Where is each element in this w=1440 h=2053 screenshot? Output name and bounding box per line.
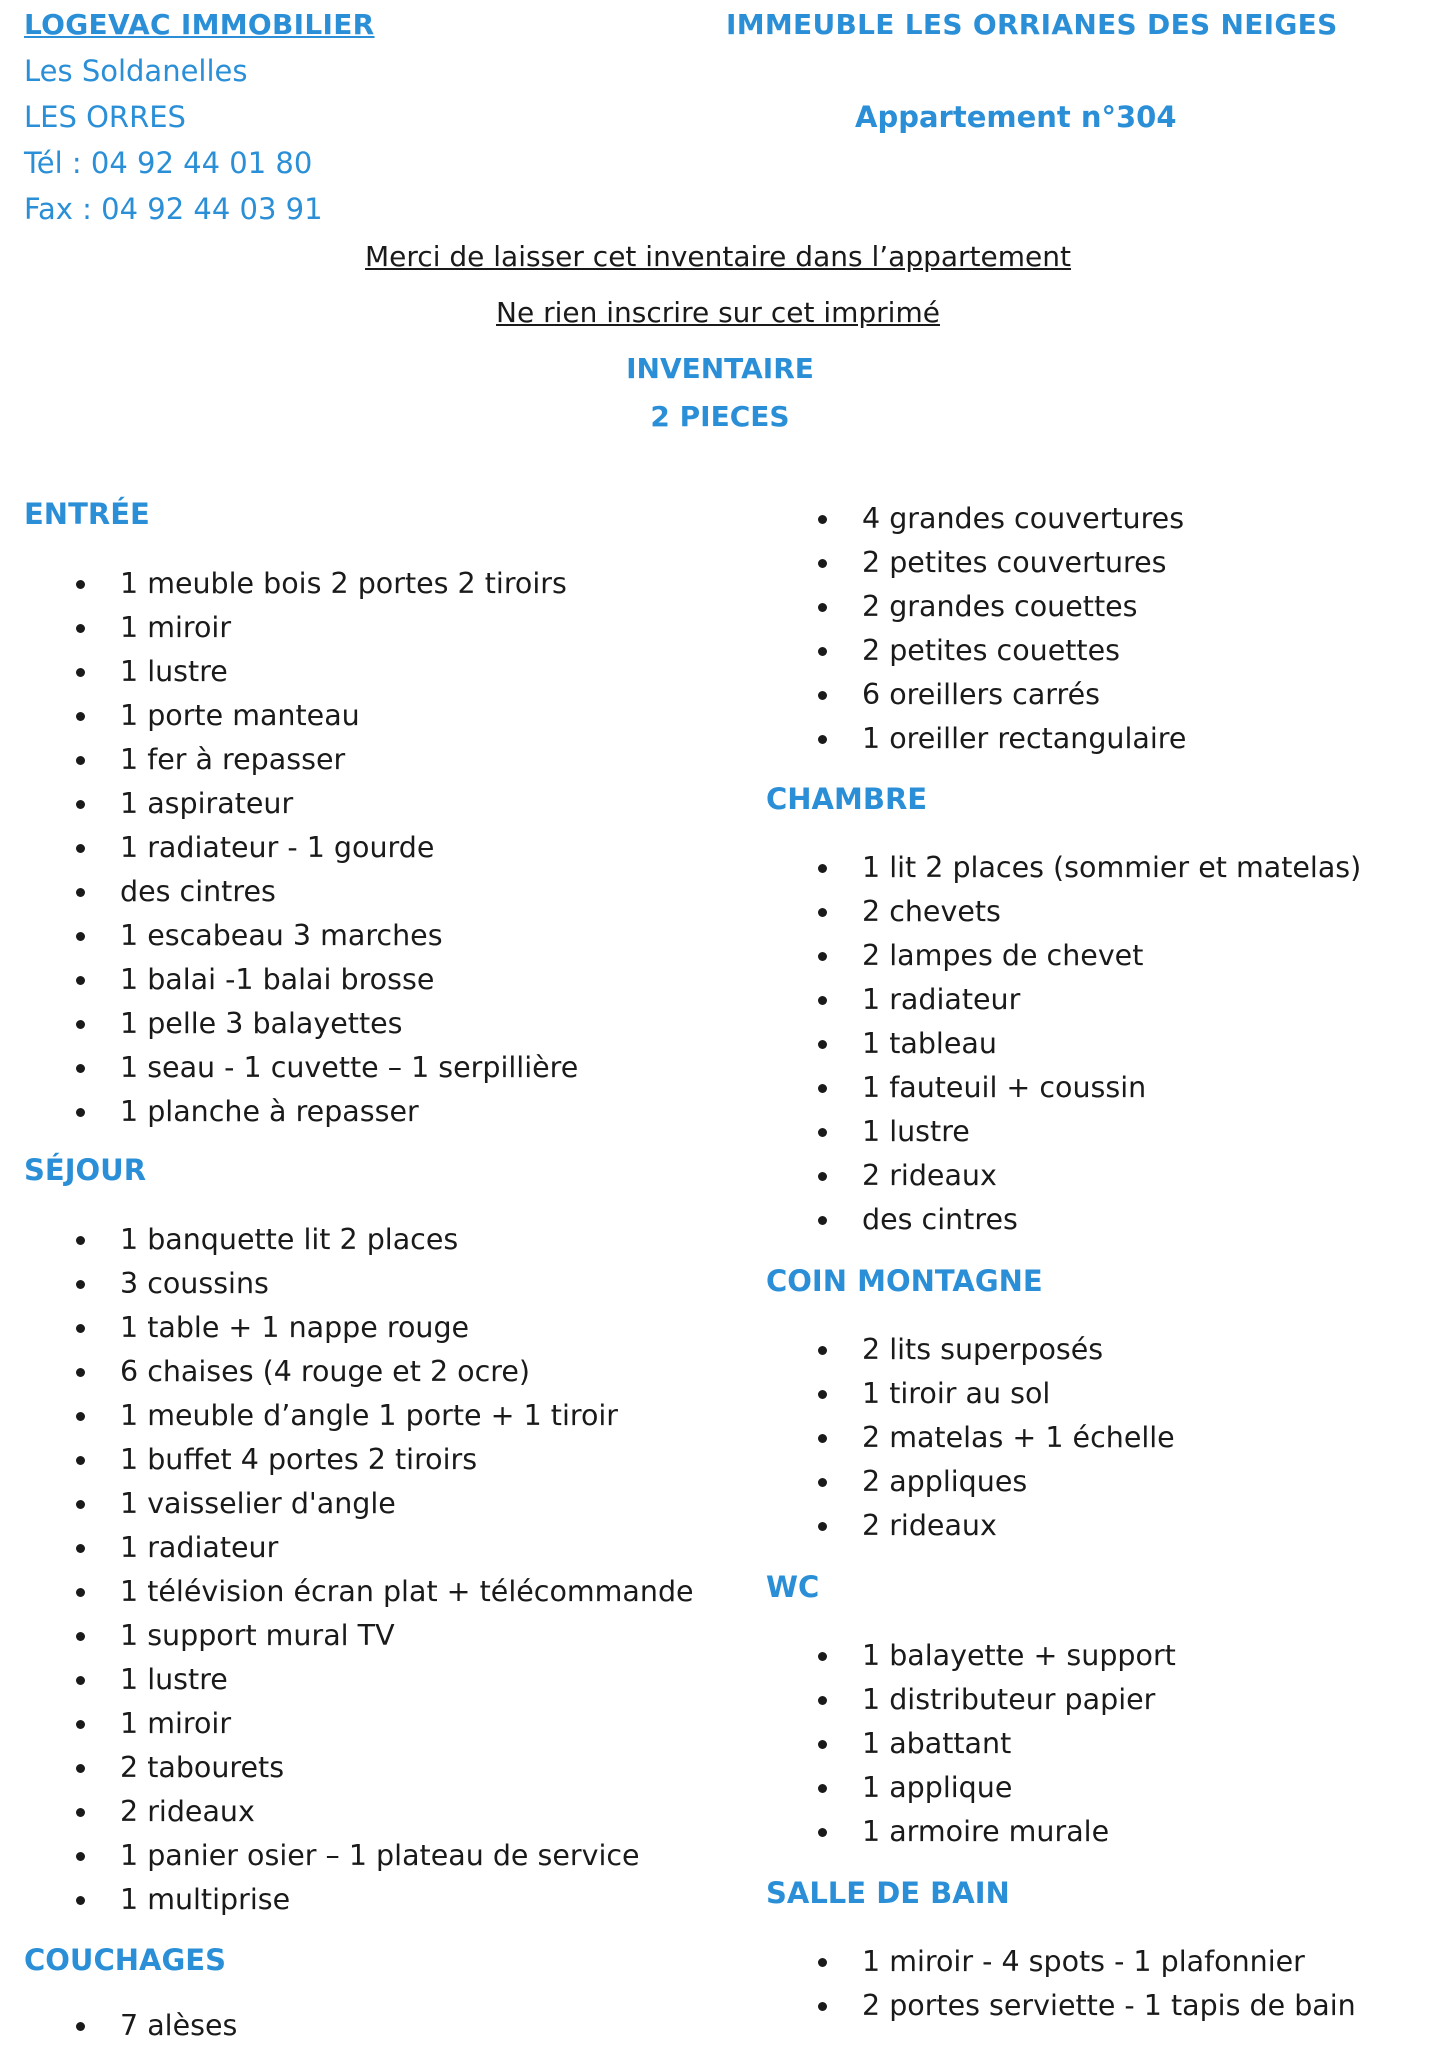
list-couchages — [24, 2004, 237, 2048]
list-item: 2 petites couettes — [766, 629, 1186, 673]
inventory-title: INVENTAIRE — [626, 352, 814, 385]
list-item: 1 radiateur — [766, 978, 1361, 1022]
bullet-icon — [76, 1108, 85, 1117]
bullet-icon — [818, 1390, 827, 1399]
phone-number: Tél : 04 92 44 01 80 — [24, 146, 313, 180]
bullet-icon — [818, 1696, 827, 1705]
bullet-icon — [76, 1676, 85, 1685]
list-item: 1 miroir — [24, 1702, 694, 1746]
bullet-icon — [818, 1346, 827, 1355]
list-item: des cintres — [24, 870, 578, 914]
bullet-icon — [76, 800, 85, 809]
section-title-wc: WC — [766, 1570, 820, 1604]
list-item: 1 pelle 3 balayettes — [24, 1002, 578, 1046]
bullet-icon — [76, 1764, 85, 1773]
bullet-icon — [76, 1896, 85, 1905]
list-item: 1 meuble bois 2 portes 2 tiroirs — [24, 562, 578, 606]
list-item: 1 buffet 4 portes 2 tiroirs — [24, 1438, 694, 1482]
bullet-icon — [76, 1324, 85, 1333]
list-item: 1 lustre — [766, 1110, 1361, 1154]
notice-leave-inventory: Merci de laisser cet inventaire dans l’appartement — [365, 240, 1071, 273]
list-item: 1 fer à repasser — [24, 738, 578, 782]
list-sejour — [24, 1218, 694, 1922]
section-title-coin-montagne: COIN MONTAGNE — [766, 1264, 1043, 1298]
bullet-icon — [818, 1172, 827, 1181]
list-wc — [766, 1634, 1176, 1854]
section-title-couchages: COUCHAGES — [24, 1943, 226, 1977]
bullet-icon — [818, 735, 827, 744]
list-couchages-continued — [766, 497, 1186, 761]
bullet-icon — [76, 1720, 85, 1729]
list-item: 1 vaisselier d'angle — [24, 1482, 694, 1526]
bullet-icon — [76, 580, 85, 589]
bullet-icon — [76, 1500, 85, 1509]
address-line-residence: Les Soldanelles — [24, 54, 248, 88]
bullet-icon — [818, 952, 827, 961]
list-item: 1 fauteuil + coussin — [766, 1066, 1361, 1110]
list-item: 1 applique — [766, 1766, 1176, 1810]
section-title-chambre: CHAMBRE — [766, 782, 928, 816]
list-item: 1 aspirateur — [24, 782, 578, 826]
list-item: 2 lits superposés — [766, 1328, 1175, 1372]
list-item: 2 rideaux — [766, 1154, 1361, 1198]
bullet-icon — [76, 1236, 85, 1245]
bullet-icon — [818, 1740, 827, 1749]
list-item: 2 rideaux — [766, 1504, 1175, 1548]
bullet-icon — [818, 1958, 827, 1967]
bullet-icon — [818, 1084, 827, 1093]
bullet-icon — [818, 908, 827, 917]
list-item: 1 porte manteau — [24, 694, 578, 738]
bullet-icon — [818, 1522, 827, 1531]
list-item: 1 banquette lit 2 places — [24, 1218, 694, 1262]
bullet-icon — [76, 1368, 85, 1377]
list-item: 2 appliques — [766, 1460, 1175, 1504]
bullet-icon — [818, 996, 827, 1005]
bullet-icon — [76, 976, 85, 985]
bullet-icon — [818, 559, 827, 568]
list-chambre — [766, 846, 1361, 1242]
building-name: IMMEUBLE LES ORRIANES DES NEIGES — [726, 8, 1338, 41]
fax-number: Fax : 04 92 44 03 91 — [24, 192, 323, 226]
list-item: 6 chaises (4 rouge et 2 ocre) — [24, 1350, 694, 1394]
bullet-icon — [818, 1040, 827, 1049]
section-title-sejour: SÉJOUR — [24, 1153, 147, 1187]
list-item: 1 miroir — [24, 606, 578, 650]
bullet-icon — [76, 2022, 85, 2031]
bullet-icon — [818, 515, 827, 524]
list-item: 4 grandes couvertures — [766, 497, 1186, 541]
list-item: 1 table + 1 nappe rouge — [24, 1306, 694, 1350]
list-item: 1 multiprise — [24, 1878, 694, 1922]
list-item: 2 rideaux — [24, 1790, 694, 1834]
bullet-icon — [818, 1434, 827, 1443]
bullet-icon — [76, 1588, 85, 1597]
bullet-icon — [818, 647, 827, 656]
list-salle-de-bain — [766, 1940, 1356, 2028]
bullet-icon — [818, 691, 827, 700]
bullet-icon — [76, 888, 85, 897]
bullet-icon — [76, 668, 85, 677]
bullet-icon — [818, 1478, 827, 1487]
list-item: 1 miroir - 4 spots - 1 plafonnier — [766, 1940, 1356, 1984]
bullet-icon — [76, 844, 85, 853]
bullet-icon — [76, 1064, 85, 1073]
address-line-town: LES ORRES — [24, 100, 186, 134]
bullet-icon — [818, 864, 827, 873]
bullet-icon — [818, 1128, 827, 1137]
bullet-icon — [818, 2002, 827, 2011]
list-item: 2 matelas + 1 échelle — [766, 1416, 1175, 1460]
list-item: 6 oreillers carrés — [766, 673, 1186, 717]
bullet-icon — [818, 603, 827, 612]
bullet-icon — [76, 712, 85, 721]
bullet-icon — [76, 1852, 85, 1861]
bullet-icon — [818, 1828, 827, 1837]
bullet-icon — [76, 1020, 85, 1029]
list-coin-montagne — [766, 1328, 1175, 1548]
list-item: 2 petites couvertures — [766, 541, 1186, 585]
bullet-icon — [76, 1544, 85, 1553]
list-item: 2 portes serviette - 1 tapis de bain — [766, 1984, 1356, 2028]
list-item: 2 lampes de chevet — [766, 934, 1361, 978]
company-name: LOGEVAC IMMOBILIER — [24, 8, 375, 41]
list-item: 1 support mural TV — [24, 1614, 694, 1658]
bullet-icon — [76, 1456, 85, 1465]
list-item: 2 grandes couettes — [766, 585, 1186, 629]
list-item: 1 tiroir au sol — [766, 1372, 1175, 1416]
list-item: 1 planche à repasser — [24, 1090, 578, 1134]
list-entree — [24, 562, 578, 1134]
list-item: 1 seau - 1 cuvette – 1 serpillière — [24, 1046, 578, 1090]
bullet-icon — [818, 1784, 827, 1793]
list-item: 1 armoire murale — [766, 1810, 1176, 1854]
list-item: 1 tableau — [766, 1022, 1361, 1066]
bullet-icon — [76, 932, 85, 941]
list-item: 3 coussins — [24, 1262, 694, 1306]
list-item: des cintres — [766, 1198, 1361, 1242]
list-item: 1 radiateur - 1 gourde — [24, 826, 578, 870]
list-item: 1 télévision écran plat + télécommande — [24, 1570, 694, 1614]
section-title-salle-de-bain: SALLE DE BAIN — [766, 1876, 1010, 1910]
bullet-icon — [76, 1808, 85, 1817]
bullet-icon — [818, 1216, 827, 1225]
list-item: 1 meuble d’angle 1 porte + 1 tiroir — [24, 1394, 694, 1438]
notice-do-not-write: Ne rien inscrire sur cet imprimé — [496, 296, 940, 329]
list-item: 1 panier osier – 1 plateau de service — [24, 1834, 694, 1878]
list-item: 1 escabeau 3 marches — [24, 914, 578, 958]
list-item: 1 lustre — [24, 1658, 694, 1702]
list-item: 2 chevets — [766, 890, 1361, 934]
bullet-icon — [76, 624, 85, 633]
list-item: 1 radiateur — [24, 1526, 694, 1570]
apartment-number: Appartement n°304 — [855, 100, 1177, 134]
bullet-icon — [76, 756, 85, 765]
list-item: 1 oreiller rectangulaire — [766, 717, 1186, 761]
list-item: 1 balai -1 balai brosse — [24, 958, 578, 1002]
list-item: 7 alèses — [24, 2004, 237, 2048]
list-item: 2 tabourets — [24, 1746, 694, 1790]
section-title-entree: ENTRÉE — [24, 497, 150, 531]
list-item: 1 lit 2 places (sommier et matelas) — [766, 846, 1361, 890]
list-item: 1 abattant — [766, 1722, 1176, 1766]
list-item: 1 distributeur papier — [766, 1678, 1176, 1722]
list-item: 1 lustre — [24, 650, 578, 694]
inventory-subtitle: 2 PIECES — [650, 400, 790, 433]
list-item: 1 balayette + support — [766, 1634, 1176, 1678]
bullet-icon — [76, 1280, 85, 1289]
bullet-icon — [76, 1632, 85, 1641]
bullet-icon — [818, 1652, 827, 1661]
bullet-icon — [76, 1412, 85, 1421]
